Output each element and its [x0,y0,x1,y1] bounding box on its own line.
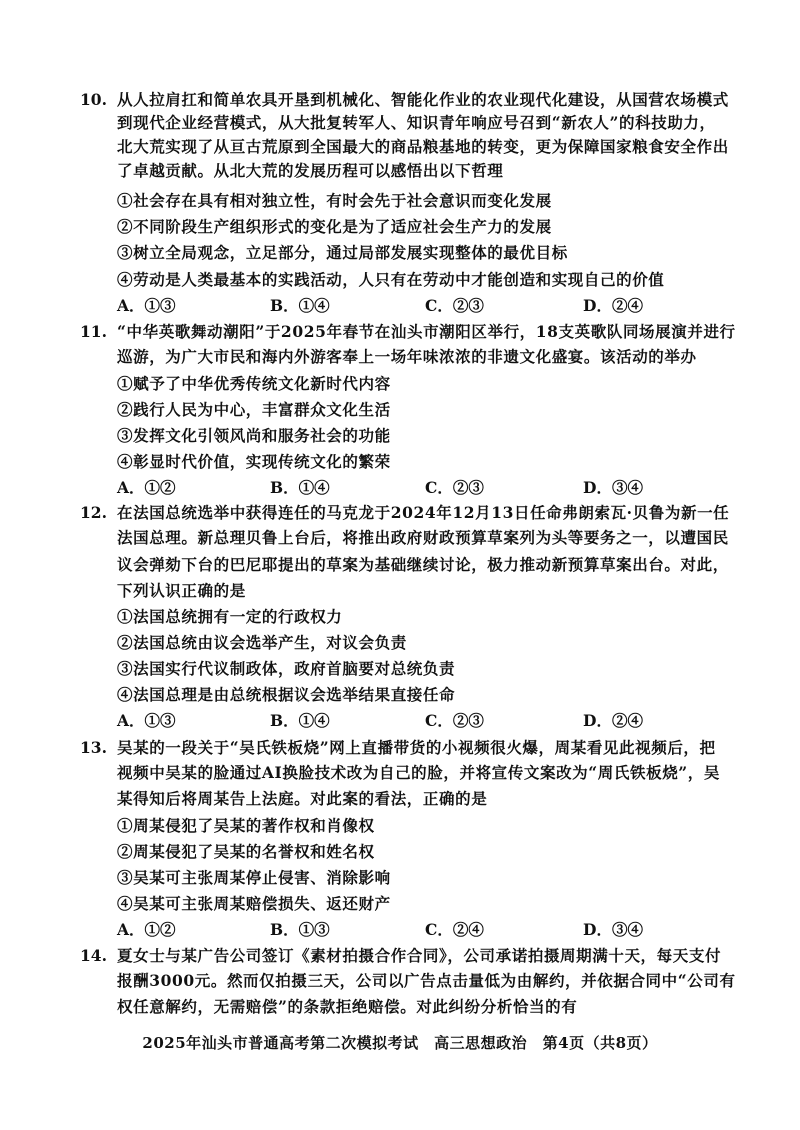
question-stem-line: 权任意解约，无需赔偿”的条款拒绝赔偿。对此纠纷分析恰当的有 [117,997,578,1016]
answer-choice-d: D．②④ [583,296,643,315]
question-number: 12. [80,503,107,522]
question-stem-line: 视频中吴某的脸通过AI换脸技术改为自己的脸，并将宣传文案改为“周氏铁板烧”，吴 [117,763,721,782]
question-stem-line: 北大荒实现了从亘古荒原到全国最大的商品粮基地的转变，更为保障国家粮食安全作出 [117,137,729,156]
answer-choice-a: A．①② [117,478,176,497]
question-stem-line: 议会弹劾下台的巴尼耶提出的草案为基础继续讨论，极力推动新预算草案出台。对此， [117,555,729,574]
statement-option: ①周某侵犯了吴某的著作权和肖像权 [117,816,375,835]
question-number: 14. [80,946,107,965]
statement-option: ③吴某可主张周某停止侵害、消除影响 [117,868,391,887]
statement-option: ③法国实行代议制政体，政府首脑要对总统负责 [117,659,456,678]
question-stem-line: 吴某的一段关于“吴氏铁板烧”网上直播带货的小视频很火爆，周某看见此视频后，把 [117,738,716,757]
answer-choice-d: D．③④ [583,920,643,939]
question-stem-line: “中华英歌舞动潮阳”于2025年春节在汕头市潮阳区举行，18支英歌队同场展演并进行 [117,322,736,341]
statement-option: ②周某侵犯了吴某的名誉权和姓名权 [117,842,375,861]
statement-option: ③发挥文化引领风尚和服务社会的功能 [117,426,391,445]
question-stem-line: 法国总理。新总理贝鲁上台后，将推出政府财政预算草案列为头等要务之一，以遭国民 [117,528,729,547]
answer-choice-b: B．①④ [270,711,330,730]
question-stem-line: 夏女士与某广告公司签订《素材拍摄合作合同》，公司承诺拍摄周期满十天，每天支付 [117,946,722,965]
statement-option: ①社会存在具有相对独立性，有时会先于社会意识而变化发展 [117,191,552,210]
answer-choice-c: C．②③ [425,478,484,497]
statement-option: ④法国总理是由总统根据议会选举结果直接任命 [117,685,456,704]
answer-choice-b: B．①③ [270,920,330,939]
answer-choice-a: A．①③ [117,711,176,730]
answer-choice-a: A．①③ [117,296,176,315]
statement-option: ④彰显时代价值，实现传统文化的繁荣 [117,452,391,471]
answer-choice-c: C．②④ [425,920,484,939]
answer-choice-a: A．①② [117,920,176,939]
answer-choice-b: B．①④ [270,296,330,315]
statement-option: ③树立全局观念，立足部分，通过局部发展实现整体的最优目标 [117,243,568,262]
answer-choice-b: B．①④ [270,478,330,497]
statement-option: ①法国总统拥有一定的行政权力 [117,607,343,626]
statement-option: ④吴某可主张周某赔偿损失、返还财产 [117,894,391,913]
question-stem-line: 某得知后将周某告上法庭。对此案的看法，正确的是 [117,789,488,808]
answer-choice-d: D．②④ [583,711,643,730]
question-number: 13. [80,738,107,757]
question-stem-line: 在法国总统选举中获得连任的马克龙于2024年12月13日任命弗朗索瓦·贝鲁为新一任 [117,503,730,522]
question-stem-line: 了卓越贡献。从北大荒的发展历程可以感悟出以下哲理 [117,161,504,180]
question-stem-line: 报酬3000元。然而仅拍摄三天，公司以广告点击量低为由解约，并依据合同中“公司有 [117,971,736,990]
statement-option: ②法国总统由议会选举产生，对议会负责 [117,633,407,652]
statement-option: ①赋予了中华优秀传统文化新时代内容 [117,374,391,393]
question-stem-line: 巡游，为广大市民和海内外游客奉上一场年味浓浓的非遗文化盛宴。该活动的举办 [117,347,697,366]
statement-option: ②践行人民为中心，丰富群众文化生活 [117,400,391,419]
question-stem-line: 下列认识正确的是 [117,581,246,600]
answer-choice-c: C．②③ [425,711,484,730]
question-number: 10. [80,90,107,109]
page-footer: 2025年汕头市普通高考第二次模拟考试 高三思想政治 第4页（共8页） [142,1034,658,1052]
question-number: 11. [80,322,107,341]
statement-option: ②不同阶段生产组织形式的变化是为了适应社会生产力的发展 [117,217,552,236]
statement-option: ④劳动是人类最基本的实践活动，人只有在劳动中才能创造和实现自己的价值 [117,270,665,289]
question-stem-line: 从人拉肩扛和简单农具开垦到机械化、智能化作业的农业现代化建设，从国营农场模式 [117,90,729,109]
answer-choice-c: C．②③ [425,296,484,315]
answer-choice-d: D．③④ [583,478,643,497]
question-stem-line: 到现代企业经营模式，从大批复转军人、知识青年响应号召到“新农人”的科技助力， [117,113,716,132]
